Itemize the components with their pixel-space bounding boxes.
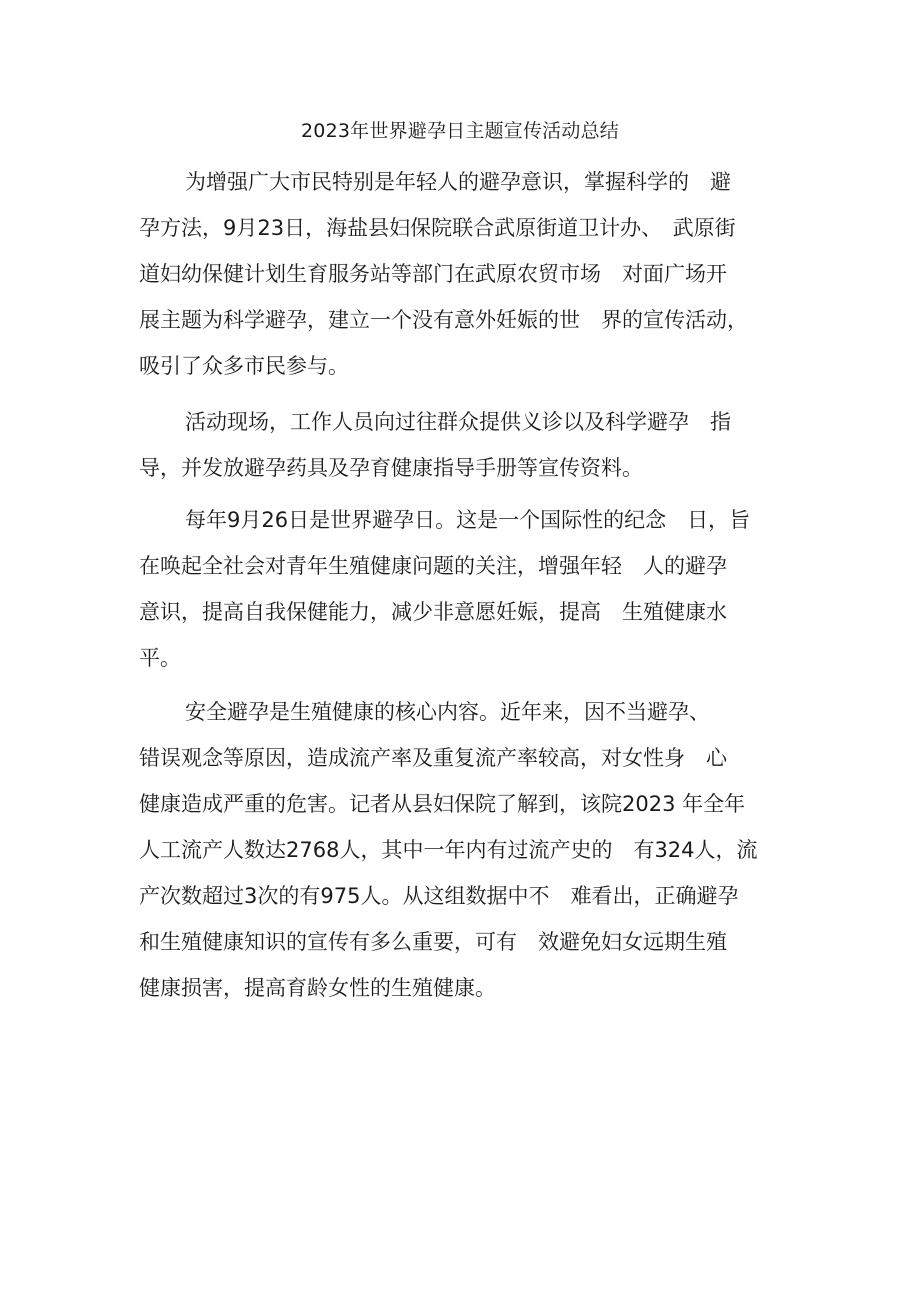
paragraph-line: 道妇幼保健计划生育服务站等部门在武原农贸市场 对面广场开 bbox=[139, 262, 727, 286]
document-title: 2023年世界避孕日主题宣传活动总结 bbox=[301, 120, 619, 142]
paragraph-line: 人工流产人数达2768人，其中一年内有过流产史的 有324人，流 bbox=[139, 838, 758, 862]
paragraph-line: 展主题为科学避孕，建立一个没有意外妊娠的世 界的宣传活动， bbox=[139, 308, 748, 332]
paragraph-line: 导，并发放避孕药具及孕育健康指导手册等宣传资料。 bbox=[139, 456, 643, 480]
paragraph-line: 在唤起全社会对青年生殖健康问题的关注，增强年轻 人的避孕 bbox=[139, 554, 727, 578]
paragraph-line: 吸引了众多市民参与。 bbox=[139, 354, 349, 378]
paragraph-line: 和生殖健康知识的宣传有多么重要，可有 效避免妇女远期生殖 bbox=[139, 930, 727, 954]
paragraph-line: 孕方法，9月23日，海盐县妇保院联合武原街道卫计办、 武原街 bbox=[139, 216, 736, 240]
paragraph-2 bbox=[139, 399, 799, 491]
paragraph-line: 活动现场，工作人员向过往群众提供义诊以及科学避孕 指 bbox=[185, 410, 731, 434]
paragraph-line: 健康损害，提高育龄女性的生殖健康。 bbox=[139, 976, 496, 1000]
paragraph-line: 为增强广大市民特别是年轻人的避孕意识，掌握科学的 避 bbox=[185, 170, 731, 194]
paragraph-line: 每年9月26日是世界避孕日。这是一个国际性的纪念 日，旨 bbox=[185, 508, 751, 532]
paragraph-line: 错误观念等原因，造成流产率及重复流产率较高，对女性身 心 bbox=[139, 746, 727, 770]
paragraph-line: 意识，提高自我保健能力，减少非意愿妊娠，提高 生殖健康水 bbox=[139, 600, 727, 624]
paragraph-line: 健康造成严重的危害。记者从县妇保院了解到，该院2023 年全年 bbox=[139, 792, 746, 816]
paragraph-line: 平。 bbox=[139, 646, 181, 670]
paragraph-4 bbox=[139, 689, 799, 1011]
paragraph-3 bbox=[139, 497, 799, 681]
paragraph-1 bbox=[139, 159, 799, 389]
paragraph-line: 安全避孕是生殖健康的核心内容。近年来，因不当避孕、 bbox=[185, 700, 710, 724]
paragraph-line: 产次数超过3次的有975人。从这组数据中不 难看出，正确避孕 bbox=[139, 884, 739, 908]
